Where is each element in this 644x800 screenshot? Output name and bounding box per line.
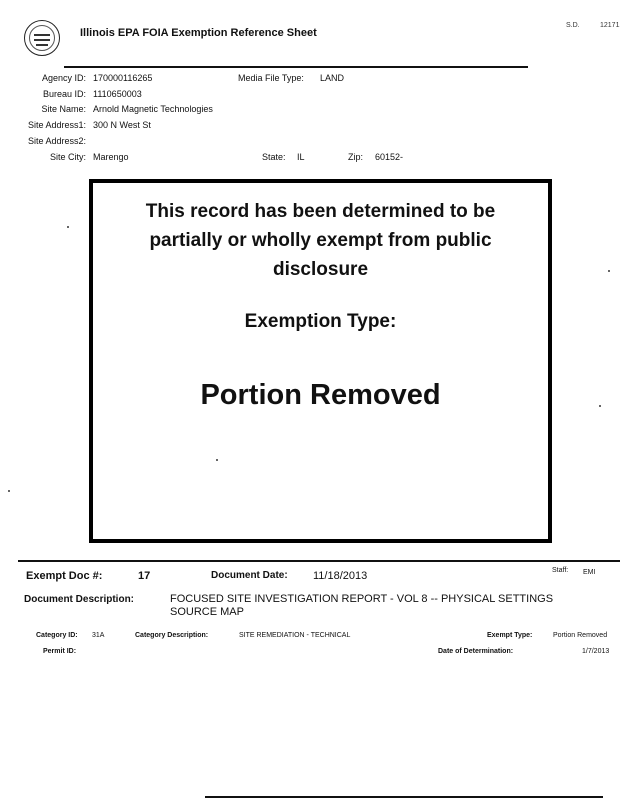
bureau-id-value: 1110650003 — [93, 89, 142, 99]
exemption-type-value: Portion Removed — [200, 379, 441, 411]
state-value: IL — [297, 152, 305, 162]
state-label: State: — [262, 152, 286, 162]
media-file-type-label: Media File Type: — [238, 73, 304, 83]
scan-speck — [216, 459, 218, 461]
document-description-line1: FOCUSED SITE INVESTIGATION REPORT - VOL 8 -- PHYSICAL SETTINGS — [170, 593, 554, 605]
zip-label: Zip: — [348, 152, 364, 162]
category-description-value: SITE REMEDIATION - TECHNICAL — [239, 632, 351, 639]
header-divider — [64, 66, 528, 68]
permit-id-label: Permit ID: — [43, 648, 77, 655]
agency-id-value: 170000116265 — [93, 73, 153, 83]
site-address2-label: Site Address2: — [27, 136, 86, 146]
exempt-doc-label: Exempt Doc #: — [26, 570, 103, 582]
exempt-type-value: Portion Removed — [553, 632, 608, 639]
category-id-value: 31A — [92, 632, 105, 639]
document-description-line2: SOURCE MAP — [170, 606, 244, 618]
scan-speck — [67, 226, 69, 228]
site-city-label: Site City: — [49, 152, 86, 162]
site-city-value: Marengo — [93, 152, 129, 162]
staff-value: EMI — [583, 569, 596, 576]
media-file-type-value: LAND — [320, 73, 345, 83]
date-of-determination-value: 1/7/2013 — [582, 648, 610, 655]
bureau-id-label: Bureau ID: — [42, 89, 86, 99]
document-section-divider — [18, 560, 620, 562]
site-address1-label: Site Address1: — [27, 120, 86, 130]
corner-number: 12171 — [600, 22, 620, 29]
zip-value: 60152- — [375, 152, 404, 162]
page-title: Illinois EPA FOIA Exemption Reference Sheet — [80, 27, 317, 39]
category-description-label: Category Description: — [135, 632, 209, 639]
site-address1-value: 300 N West St — [93, 120, 151, 130]
document-date-value: 11/18/2013 — [313, 570, 368, 582]
scan-speck — [599, 405, 601, 407]
site-name-label: Site Name: — [41, 104, 86, 114]
illinois-epa-seal-icon — [24, 20, 60, 56]
category-id-label: Category ID: — [36, 632, 78, 639]
footer-rule — [205, 796, 603, 798]
exempt-type-label: Exempt Type: — [487, 632, 533, 639]
corner-code: S.D. — [566, 22, 580, 29]
exempt-doc-value: 17 — [138, 570, 151, 582]
staff-label: Staff: — [552, 567, 569, 574]
agency-id-label: Agency ID: — [41, 73, 86, 83]
exemption-notice-box — [89, 179, 552, 543]
site-name-value: Arnold Magnetic Technologies — [93, 104, 213, 114]
date-of-determination-label: Date of Determination: — [438, 648, 514, 655]
exemption-type-label: Exemption Type: — [244, 311, 397, 332]
document-description-label: Document Description: — [24, 594, 135, 605]
exemption-notice-message: This record has been determined to be partially or wholly exempt from public disclosure — [145, 201, 496, 280]
scan-speck — [8, 490, 10, 492]
document-date-label: Document Date: — [211, 570, 288, 581]
scan-speck — [608, 270, 610, 272]
